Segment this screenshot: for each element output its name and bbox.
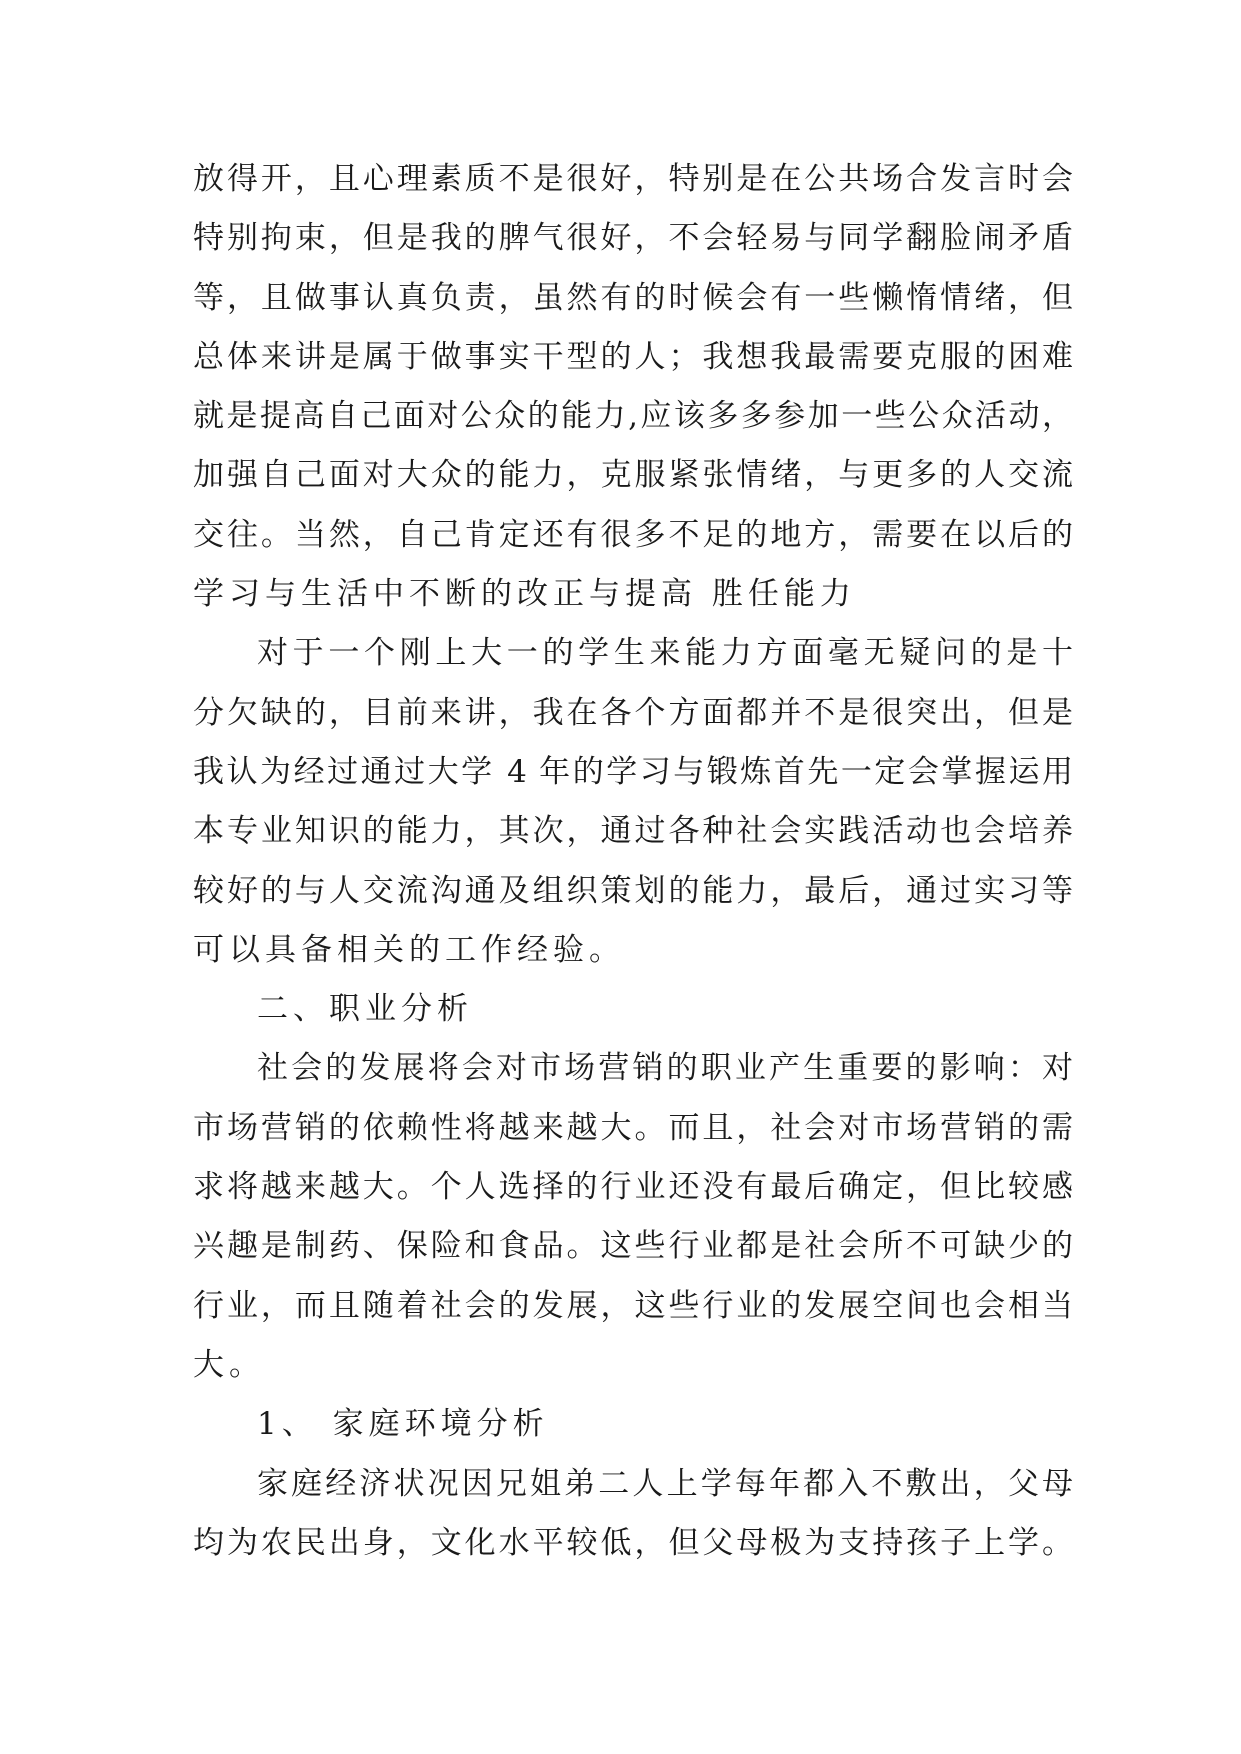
text-line: 家庭经济状况因兄姐弟二人上学每年都入不敷出，父母	[257, 1465, 1073, 1502]
text-line: 本专业知识的能力，其次，通过各种社会实践活动也会培养	[193, 813, 1073, 850]
text-line: 就是提高自己面对公众的能力,应该多多参加一些公众活动，	[193, 398, 1073, 435]
text-line: 分欠缺的，目前来讲，我在各个方面都并不是很突出，但是	[193, 694, 1073, 731]
text-line: 总体来讲是属于做事实干型的人；我想我最需要克服的困难	[193, 338, 1073, 375]
text-line: 放得开，且心理素质不是很好，特别是在公共场合发言时会	[193, 161, 1073, 197]
text-line: 我认为经过通过大学 4 年的学习与锻炼首先一定会掌握运用	[193, 753, 1073, 790]
text-line: 加强自己面对大众的能力，克服紧张情绪，与更多的人交流	[193, 457, 1073, 494]
text-line: 1、 家庭环境分析	[257, 1406, 549, 1443]
text-line: 行业，而且随着社会的发展，这些行业的发展空间也会相当	[193, 1287, 1073, 1324]
text-line: 求将越来越大。个人选择的行业还没有最后确定，但比较感	[193, 1169, 1073, 1206]
text-line: 交往。当然，自己肯定还有很多不足的地方，需要在以后的	[193, 516, 1073, 553]
text-line: 较好的与人交流沟通及组织策划的能力，最后，通过实习等	[193, 872, 1073, 909]
text-line: 均为农民出身，文化水平较低，但父母极为支持孩子上学。	[193, 1524, 1073, 1561]
text-line: 对于一个刚上大一的学生来能力方面毫无疑问的是十	[257, 635, 1073, 672]
text-line: 二、职业分析	[257, 991, 473, 1028]
text-line: 等，且做事认真负责，虽然有的时候会有一些懒惰情绪，但	[193, 279, 1073, 316]
text-line: 兴趣是制药、保险和食品。这些行业都是社会所不可缺少的	[193, 1228, 1073, 1265]
text-line: 社会的发展将会对市场营销的职业产生重要的影响：对	[257, 1050, 1073, 1087]
text-line: 大。	[193, 1346, 265, 1383]
text-line: 市场营销的依赖性将越来越大。而且，社会对市场营销的需	[193, 1109, 1073, 1146]
text-line: 特别拘束，但是我的脾气很好，不会轻易与同学翻脸闹矛盾	[193, 220, 1073, 257]
text-line: 学习与生活中不断的改正与提高 胜任能力	[193, 576, 856, 613]
text-line: 可以具备相关的工作经验。	[193, 931, 625, 968]
document-body	[193, 150, 1073, 1573]
